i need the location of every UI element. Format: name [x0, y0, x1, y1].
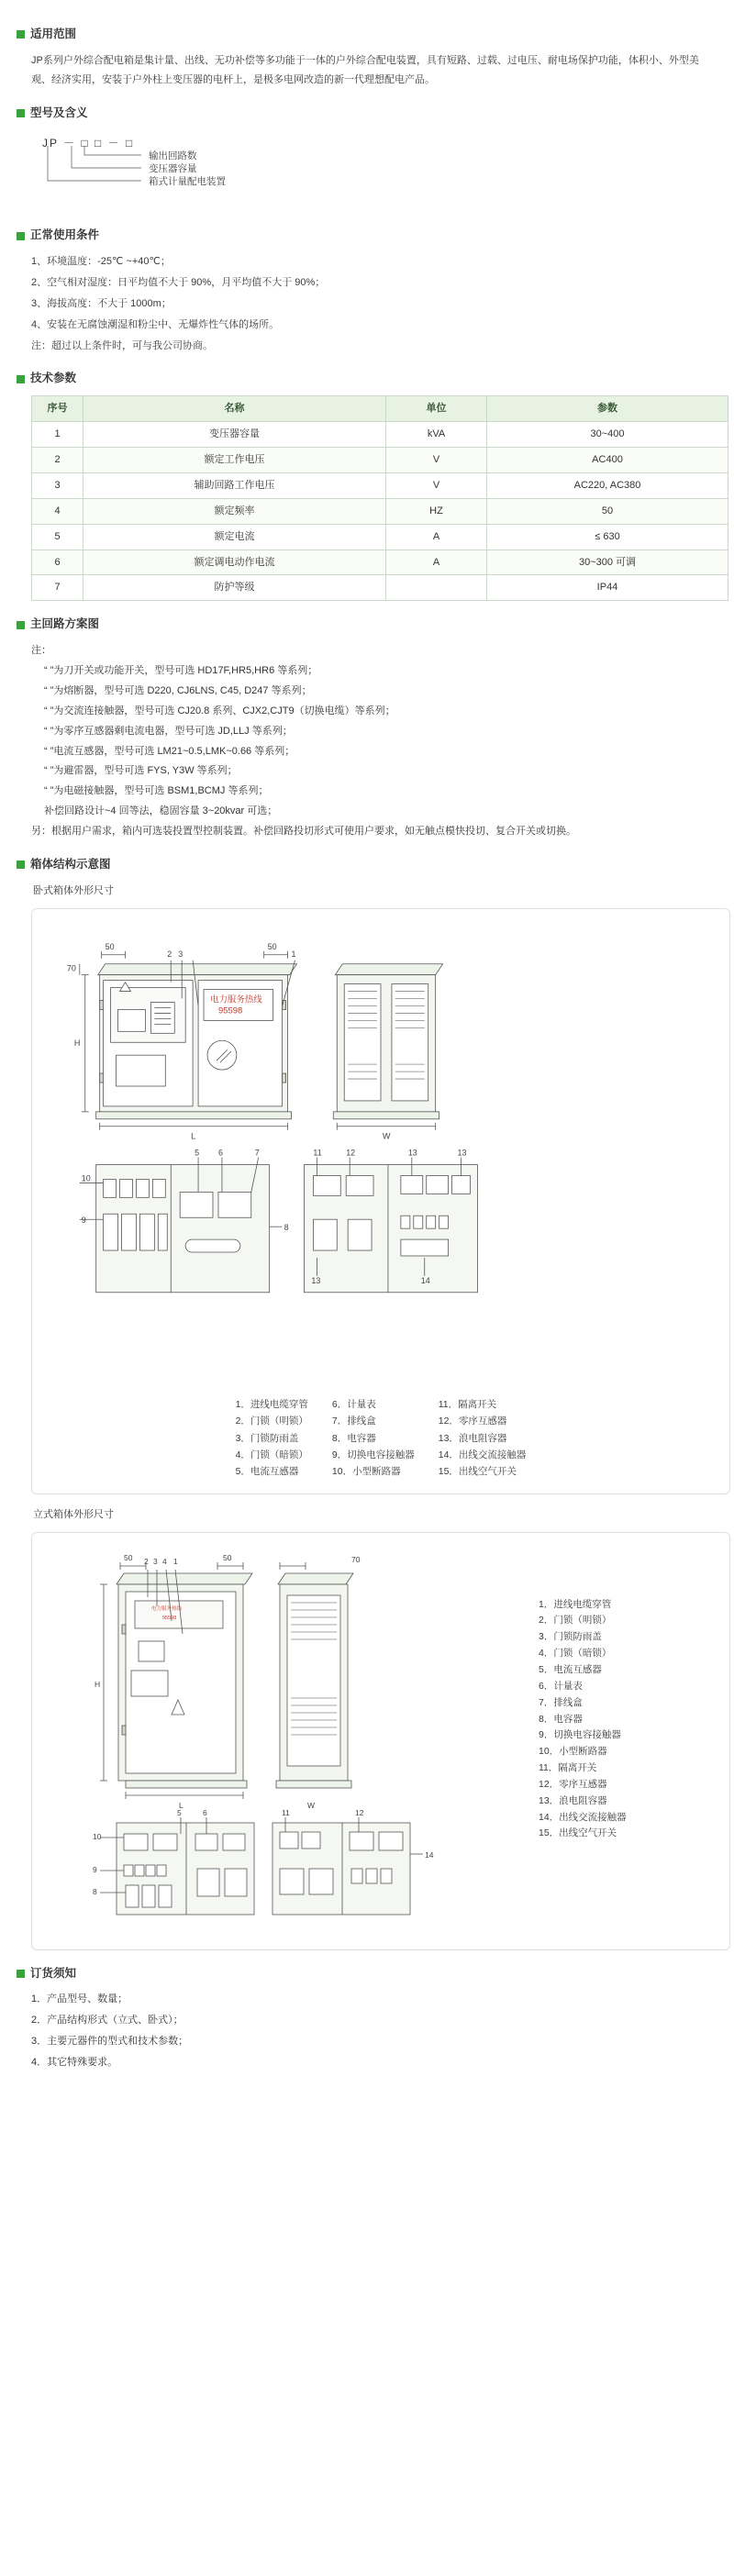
section-body-order [17, 1990, 717, 2072]
svg-text:8: 8 [284, 1222, 289, 1232]
legend-item: 6．计量表 [539, 1680, 583, 1692]
legend-item: 1．进线电缆穿管 [235, 1398, 308, 1410]
legend-item: 14．出线交流接触器 [539, 1811, 627, 1823]
table-cell: 50 [487, 498, 728, 524]
section-header-tech [17, 368, 717, 390]
legend-item: 7．排线盒 [331, 1416, 376, 1427]
svg-text:2: 2 [167, 949, 172, 959]
order-line: 1．产品型号、数量； [31, 1993, 128, 2005]
table-cell: 额定频率 [83, 498, 386, 524]
legend-item: 11．隔离开关 [539, 1762, 597, 1774]
table-row [32, 498, 728, 524]
square-bullet-icon [17, 30, 25, 39]
section-body-conditions [17, 252, 717, 355]
svg-text:14: 14 [420, 1275, 430, 1285]
svg-text:50: 50 [124, 1552, 133, 1562]
table-row [32, 448, 728, 473]
model-code-text: JP － □ □ － □ [42, 137, 135, 150]
section-title: 订货须知 [30, 1966, 77, 1980]
circuit-note-line: “ ”为刀开关或功能开关，型号可选 HD17F,HR5,HR6 等系列； [44, 665, 318, 676]
svg-text:11: 11 [282, 1807, 290, 1817]
vertical-legend [539, 1542, 627, 1843]
legend-item: 12．零序互感器 [539, 1778, 607, 1790]
model-label-1: 变压器容量 [149, 163, 197, 175]
svg-text:12: 12 [355, 1807, 364, 1817]
svg-text:50: 50 [223, 1552, 232, 1562]
table-cell: V [386, 448, 487, 473]
svg-text:5: 5 [177, 1807, 182, 1817]
table-cell: A [386, 550, 487, 575]
table-cell: 30~300 可调 [487, 550, 728, 575]
horizontal-cabinet-drawing [43, 918, 718, 1393]
square-bullet-icon [17, 375, 25, 383]
svg-text:5: 5 [195, 1148, 200, 1158]
legend-item: 7．排线盒 [539, 1696, 583, 1708]
svg-text:H: H [95, 1679, 101, 1689]
circuit-note-line: “ ”为零序互感器剩电流电器，型号可选 JD,LLJ 等系列； [44, 725, 293, 737]
table-header-cell: 单位 [386, 396, 487, 422]
section-title: 技术参数 [30, 372, 77, 385]
model-label-2: 箱式计量配电装置 [149, 176, 226, 188]
table-cell: 辅助回路工作电压 [83, 472, 386, 498]
svg-text:L: L [179, 1800, 184, 1810]
legend-item: 6．计量表 [331, 1398, 376, 1410]
horizontal-legend [43, 1396, 718, 1481]
legend-item: 10．小型断路器 [331, 1466, 401, 1478]
circuit-note-line: “ ”为避雷器，型号可选 FYS, Y3W 等系列； [44, 765, 238, 777]
svg-text:12: 12 [346, 1148, 356, 1158]
vertical-cabinet-title: 立式箱体外形尺寸 [33, 1508, 114, 1520]
svg-text:H: H [73, 1038, 81, 1048]
svg-text:14: 14 [425, 1849, 434, 1860]
condition-line: 2、空气相对湿度：日平均值不大于 90%，月平均值不大于 90%； [31, 276, 326, 288]
legend-item: 12．零序互感器 [438, 1416, 507, 1427]
circuit-note-line: “ ”为熔断器，型号可选 D220, CJ6LNS, C45, D247 等系列； [44, 684, 312, 696]
table-row [32, 524, 728, 550]
legend-column-1 [236, 1396, 308, 1481]
svg-text:13: 13 [311, 1275, 321, 1285]
circuit-note-line: “ ”为电磁接触器，型号可选 BSM1,BCMJ 等系列； [44, 785, 269, 797]
circuit-note-foot2: 另：根据用户需求，箱内可选装投置型控制装置。补偿回路投切形式可使用户要求，如无触点模快投切、复合开关或切换。 [31, 826, 576, 838]
section-title: 适用范围 [30, 28, 77, 40]
table-cell: 额定工作电压 [83, 448, 386, 473]
legend-item: 11．隔离开关 [438, 1398, 497, 1410]
table-cell: V [386, 472, 487, 498]
table-cell: 4 [32, 498, 83, 524]
svg-text:95598: 95598 [162, 1615, 177, 1621]
svg-text:电力服务热线: 电力服务热线 [151, 1605, 183, 1612]
svg-text:电力服务热线: 电力服务热线 [210, 994, 262, 1005]
condition-line: 1、环境温度：-25℃ ~+40℃； [31, 256, 171, 268]
legend-item: 1．进线电缆穿管 [539, 1598, 612, 1610]
svg-text:9: 9 [81, 1215, 86, 1225]
svg-text:3: 3 [153, 1556, 158, 1566]
section-title: 正常使用条件 [30, 228, 100, 242]
svg-text:4: 4 [162, 1556, 167, 1566]
condition-line: 3、海拔高度：不大于 1000m； [31, 297, 172, 309]
svg-text:9: 9 [93, 1864, 97, 1874]
svg-text:13: 13 [457, 1148, 467, 1158]
tech-spec-table [31, 395, 728, 601]
section-body-circuit [17, 641, 717, 841]
table-cell: 额定电流 [83, 524, 386, 550]
svg-text:50: 50 [267, 941, 277, 951]
order-line: 4．其它特殊要求。 [31, 2057, 118, 2069]
svg-text:70: 70 [351, 1554, 361, 1564]
section-header-model [17, 103, 717, 125]
section-header-circuit [17, 614, 717, 636]
table-header-row [32, 396, 728, 422]
section-title: 主回路方案图 [30, 617, 100, 631]
order-line: 3．主要元器件的型式和技术参数； [31, 2036, 189, 2048]
svg-text:L: L [191, 1131, 196, 1141]
square-bullet-icon [17, 621, 25, 629]
legend-item: 4．门锁（暗锁） [539, 1648, 612, 1660]
svg-text:10: 10 [81, 1173, 91, 1183]
section-body-scope [17, 51, 717, 90]
legend-column-3 [439, 1396, 527, 1481]
svg-text:W: W [382, 1131, 391, 1141]
svg-text:11: 11 [313, 1148, 322, 1158]
svg-text:95598: 95598 [217, 1005, 243, 1016]
table-cell: A [386, 524, 487, 550]
svg-text:3: 3 [178, 949, 184, 959]
square-bullet-icon [17, 861, 25, 869]
legend-item: 9．切换电容接触器 [331, 1449, 415, 1460]
section-header-scope [17, 24, 717, 46]
table-cell: 2 [32, 448, 83, 473]
square-bullet-icon [17, 109, 25, 117]
legend-item: 2．门锁（明锁） [235, 1416, 308, 1427]
horizontal-cabinet-figure [31, 908, 730, 1494]
svg-text:10: 10 [93, 1831, 102, 1841]
table-cell: 防护等级 [83, 575, 386, 601]
legend-item: 8．电容器 [539, 1713, 583, 1725]
table-cell: HZ [386, 498, 487, 524]
table-row [32, 575, 728, 601]
section-header-structure [17, 854, 717, 876]
svg-text:70: 70 [66, 963, 76, 973]
section-title: 型号及含义 [30, 105, 88, 119]
legend-item: 8．电容器 [331, 1432, 376, 1444]
legend-item: 3．门锁防雨盖 [539, 1631, 602, 1643]
order-line: 2．产品结构形式（立式、卧式）； [31, 2015, 184, 2026]
legend-item: 15．出线空气开关 [539, 1827, 617, 1839]
table-cell: AC400 [487, 448, 728, 473]
square-bullet-icon [17, 232, 25, 240]
model-code-diagram [17, 133, 717, 212]
vertical-cabinet-figure [31, 1532, 730, 1950]
section-header-conditions [17, 225, 717, 247]
legend-item: 13．浪电阻容器 [539, 1794, 607, 1806]
square-bullet-icon [17, 1970, 25, 1978]
table-cell: 3 [32, 472, 83, 498]
table-cell: 6 [32, 550, 83, 575]
svg-text:W: W [307, 1800, 316, 1810]
legend-item: 10．小型断路器 [539, 1746, 607, 1758]
table-header-cell: 名称 [83, 396, 386, 422]
table-cell: 变压器容量 [83, 422, 386, 448]
section-title: 箱体结构示意图 [30, 858, 111, 872]
table-cell [386, 575, 487, 601]
table-header-cell: 参数 [487, 396, 728, 422]
legend-item: 5．电流互感器 [235, 1466, 299, 1478]
circuit-note-line: “ ”电流互感器，型号可选 LM21~0.5,LMK~0.66 等系列； [44, 745, 295, 757]
svg-text:6: 6 [217, 1148, 223, 1158]
table-cell: 额定调电动作电流 [83, 550, 386, 575]
legend-item: 14．出线交流接触器 [438, 1449, 527, 1460]
svg-text:1: 1 [291, 949, 296, 959]
legend-item: 15．出线空气开关 [438, 1466, 517, 1478]
svg-text:13: 13 [407, 1148, 417, 1158]
legend-item: 3．门锁防雨盖 [235, 1432, 299, 1444]
legend-column-2 [332, 1396, 415, 1481]
legend-item: 4．门锁（暗锁） [235, 1449, 308, 1460]
circuit-note-line: “ ”为交流连接触器，型号可选 CJ20.8 系列、CJX2,CJT9（切换电缆）等系列； [44, 705, 395, 716]
svg-text:2: 2 [144, 1556, 149, 1566]
table-cell: ≤ 630 [487, 524, 728, 550]
vertical-cabinet-drawing [43, 1542, 539, 1937]
svg-text:1: 1 [173, 1556, 178, 1566]
svg-text:7: 7 [254, 1148, 260, 1158]
table-cell: 30~400 [487, 422, 728, 448]
table-row [32, 550, 728, 575]
legend-item: 13．浪电阻容器 [438, 1432, 507, 1444]
legend-item: 2．门锁（明锁） [539, 1615, 612, 1627]
condition-line: 4、安装在无腐蚀潮湿和粉尘中、无爆炸性气体的场所。 [31, 318, 280, 330]
svg-text:6: 6 [203, 1807, 207, 1817]
section-header-order [17, 1963, 717, 1985]
table-cell: 7 [32, 575, 83, 601]
table-row [32, 472, 728, 498]
legend-item: 5．电流互感器 [539, 1663, 602, 1675]
svg-text:50: 50 [105, 941, 115, 951]
circuit-note-intro: 注： [31, 645, 51, 657]
table-cell: IP44 [487, 575, 728, 601]
table-cell: AC220, AC380 [487, 472, 728, 498]
scope-paragraph: JP系列户外综合配电箱是集计量、出线、无功补偿等多功能于一体的户外综合配电装置，具有短路、过载、过电压、耐电场保护功能，体积小、外型美观、经济实用，安装于户外柱上变压器的电杆上，是极多电网改造的新一代理想配电产品。 [31, 54, 699, 85]
horizontal-cabinet-title: 卧式箱体外形尺寸 [33, 884, 114, 896]
circuit-note-foot1: 补偿回路设计~4 回等法，稳固容量 3~20kvar 可选； [44, 805, 278, 817]
table-cell: 5 [32, 524, 83, 550]
legend-item: 9．切换电容接触器 [539, 1729, 621, 1741]
model-label-0: 输出回路数 [149, 150, 197, 162]
condition-note: 注：超过以上条件时，可与我公司协商。 [31, 339, 213, 351]
svg-text:8: 8 [93, 1886, 97, 1896]
table-header-cell: 序号 [32, 396, 83, 422]
table-cell: kVA [386, 422, 487, 448]
table-row [32, 422, 728, 448]
table-cell: 1 [32, 422, 83, 448]
